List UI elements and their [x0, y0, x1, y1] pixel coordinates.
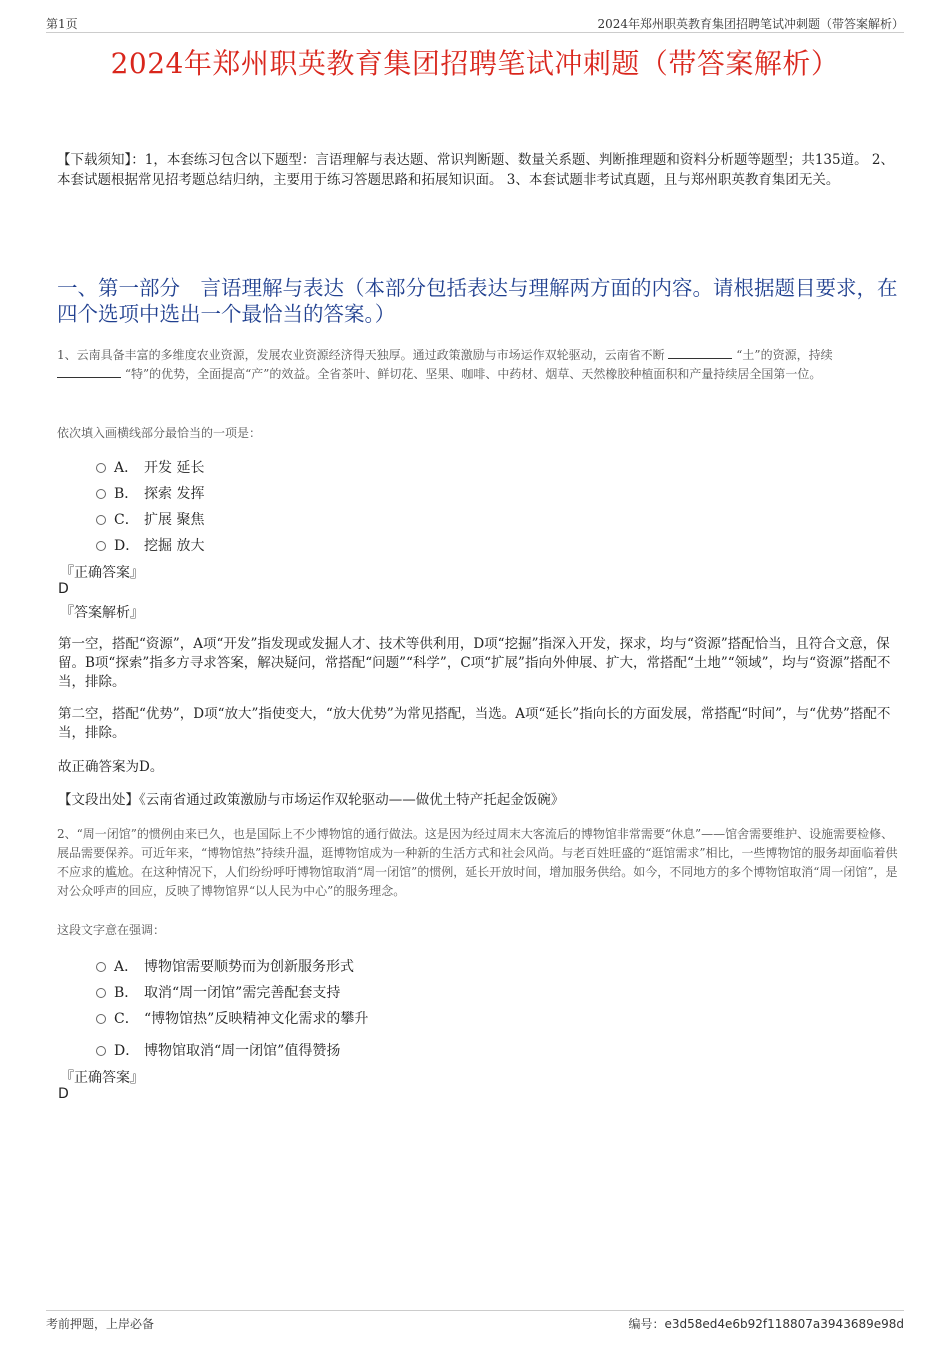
page-number: 第1页 [46, 17, 78, 31]
radio-icon[interactable] [96, 515, 106, 525]
page-header [46, 14, 904, 33]
page-footer [46, 1310, 904, 1333]
q2-option-c[interactable] [96, 1008, 368, 1028]
option-letter: A． [114, 959, 139, 975]
option-letter: A． [114, 460, 139, 476]
question-1-text-part2: “土”的资源，持续 [736, 348, 833, 362]
analysis-paragraph-3: 故正确答案为D。 [58, 759, 164, 775]
question-1-text-part3: “特”的优势，全面提高“产”的效益。全省茶叶、鲜切花、坚果、咖啡、中药材、烟草、天然橡胶种植面积和产量持续居全国第一位。 [124, 367, 822, 381]
radio-icon[interactable] [96, 463, 106, 473]
footer-slogan: 考前押题，上岸必备 [46, 1317, 155, 1331]
question-1-text [57, 346, 899, 384]
q1-option-d[interactable] [96, 535, 204, 555]
option-text: 扩展 聚焦 [144, 512, 205, 528]
download-notice: 【下载须知】：1，本套练习包含以下题型：言语理解与表达题、常识判断题、数量关系题、判断推理题和资料分析题等题型；共135道。 2、本套试题根据常见招考题总结归纳，主要用于练习答题思路和拓展知识面。 3、本套试题非考试真题，且与郑州职英教育集团无关。 [57, 152, 894, 188]
correct-answer: D [58, 581, 69, 597]
radio-icon[interactable] [96, 988, 106, 998]
radio-icon[interactable] [96, 962, 106, 972]
radio-icon[interactable] [96, 1046, 106, 1056]
option-text: “博物馆热”反映精神文化需求的攀升 [144, 1011, 369, 1027]
text-source: 【文段出处】《云南省通过政策激励与市场运作双轮驱动——做优土特产托起金饭碗》 [58, 792, 565, 808]
analysis-paragraph-2: 第二空，搭配“优势”，D项“放大”指使变大，“放大优势”为常见搭配，当选。A项“延长”指向长的方面发展，常搭配“时间”，与“优势”搭配不当，排除。 [58, 706, 891, 741]
option-letter: B． [114, 985, 139, 1001]
option-text: 博物馆需要顺势而为创新服务形式 [144, 959, 354, 975]
q2-option-d[interactable] [96, 1040, 340, 1060]
option-text: 博物馆取消“周一闭馆”值得赞扬 [144, 1043, 341, 1059]
analysis-paragraph-1: 第一空，搭配“资源”，A项“开发”指发现或发掘人才、技术等供利用，D项“挖掘”指深入开发，探求，均与“资源”搭配恰当，且符合文意，保留。B项“探索”指多方寻求答案，解决疑问，常搭配“问题”“科学”，C项“扩展”指向外伸展、扩大，常搭配“土地”“领域”，均与“资源”搭配不当，排除。 [58, 636, 891, 690]
correct-answer: D [58, 1086, 69, 1102]
option-letter: B． [114, 486, 139, 502]
q1-option-b[interactable] [96, 483, 204, 503]
option-letter: C． [114, 1011, 139, 1027]
option-text: 探索 发挥 [144, 486, 205, 502]
option-text: 取消“周一闭馆”需完善配套支持 [144, 985, 341, 1001]
footer-code-label: 编号： [628, 1317, 665, 1331]
option-letter: D． [114, 538, 140, 554]
question-2-prompt: 这段文字意在强调： [57, 923, 166, 937]
section-title: 一、第一部分 言语理解与表达（本部分包括表达与理解两方面的内容。请根据题目要求，在四个选项中选出一个最恰当的答案。） [57, 276, 898, 326]
blank-line-1 [668, 346, 732, 359]
correct-answer-label: 『正确答案』 [60, 565, 144, 581]
question-1-prompt: 依次填入画横线部分最恰当的一项是： [57, 426, 262, 440]
radio-icon[interactable] [96, 1014, 106, 1024]
option-text: 开发 延长 [144, 460, 205, 476]
option-text: 挖掘 放大 [144, 538, 205, 554]
blank-line-2 [57, 365, 121, 378]
document-title: 2024年郑州职英教育集团招聘笔试冲刺题（带答案解析） [110, 47, 840, 80]
q1-option-a[interactable] [96, 457, 204, 477]
radio-icon[interactable] [96, 541, 106, 551]
correct-answer-label: 『正确答案』 [60, 1070, 144, 1086]
option-letter: D． [114, 1043, 140, 1059]
radio-icon[interactable] [96, 489, 106, 499]
question-2-text: 2、“周一闭馆”的惯例由来已久，也是国际上不少博物馆的通行做法。这是因为经过周末大客流后的博物馆非常需要“休息”——馆舍需要维护、设施需要检修、展品需要保养。可近年来，“博物馆热”持续升温，逛博物馆成为一种新的生活方式和社会风尚。与老百姓旺盛的“逛馆需求”相比，一些博物馆的服务却面临着供不应求的尴尬。在这种情况下，人们纷纷呼吁博物馆取消“周一闭馆”的惯例，延长开放时间，增加服务供给。如今，不同地方的多个博物馆取消“周一闭馆”，是对公众呼声的回应，反映了博物馆界“以人民为中心”的服务理念。 [57, 827, 898, 898]
analysis-label: 『答案解析』 [60, 605, 144, 621]
header-doc-name: 2024年郑州职英教育集团招聘笔试冲刺题（带答案解析） [597, 17, 904, 31]
q2-option-a[interactable] [96, 956, 354, 976]
footer-code [628, 1315, 904, 1332]
q2-option-b[interactable] [96, 982, 340, 1002]
question-1-text-part1: 1、云南具备丰富的多维度农业资源，发展农业资源经济得天独厚。通过政策激励与市场运作双轮驱动，云南省不断 [57, 348, 665, 362]
footer-code-value: e3d58ed4e6b92f118807a3943689e98d [664, 1317, 904, 1331]
q1-option-c[interactable] [96, 509, 204, 529]
option-letter: C． [114, 512, 139, 528]
